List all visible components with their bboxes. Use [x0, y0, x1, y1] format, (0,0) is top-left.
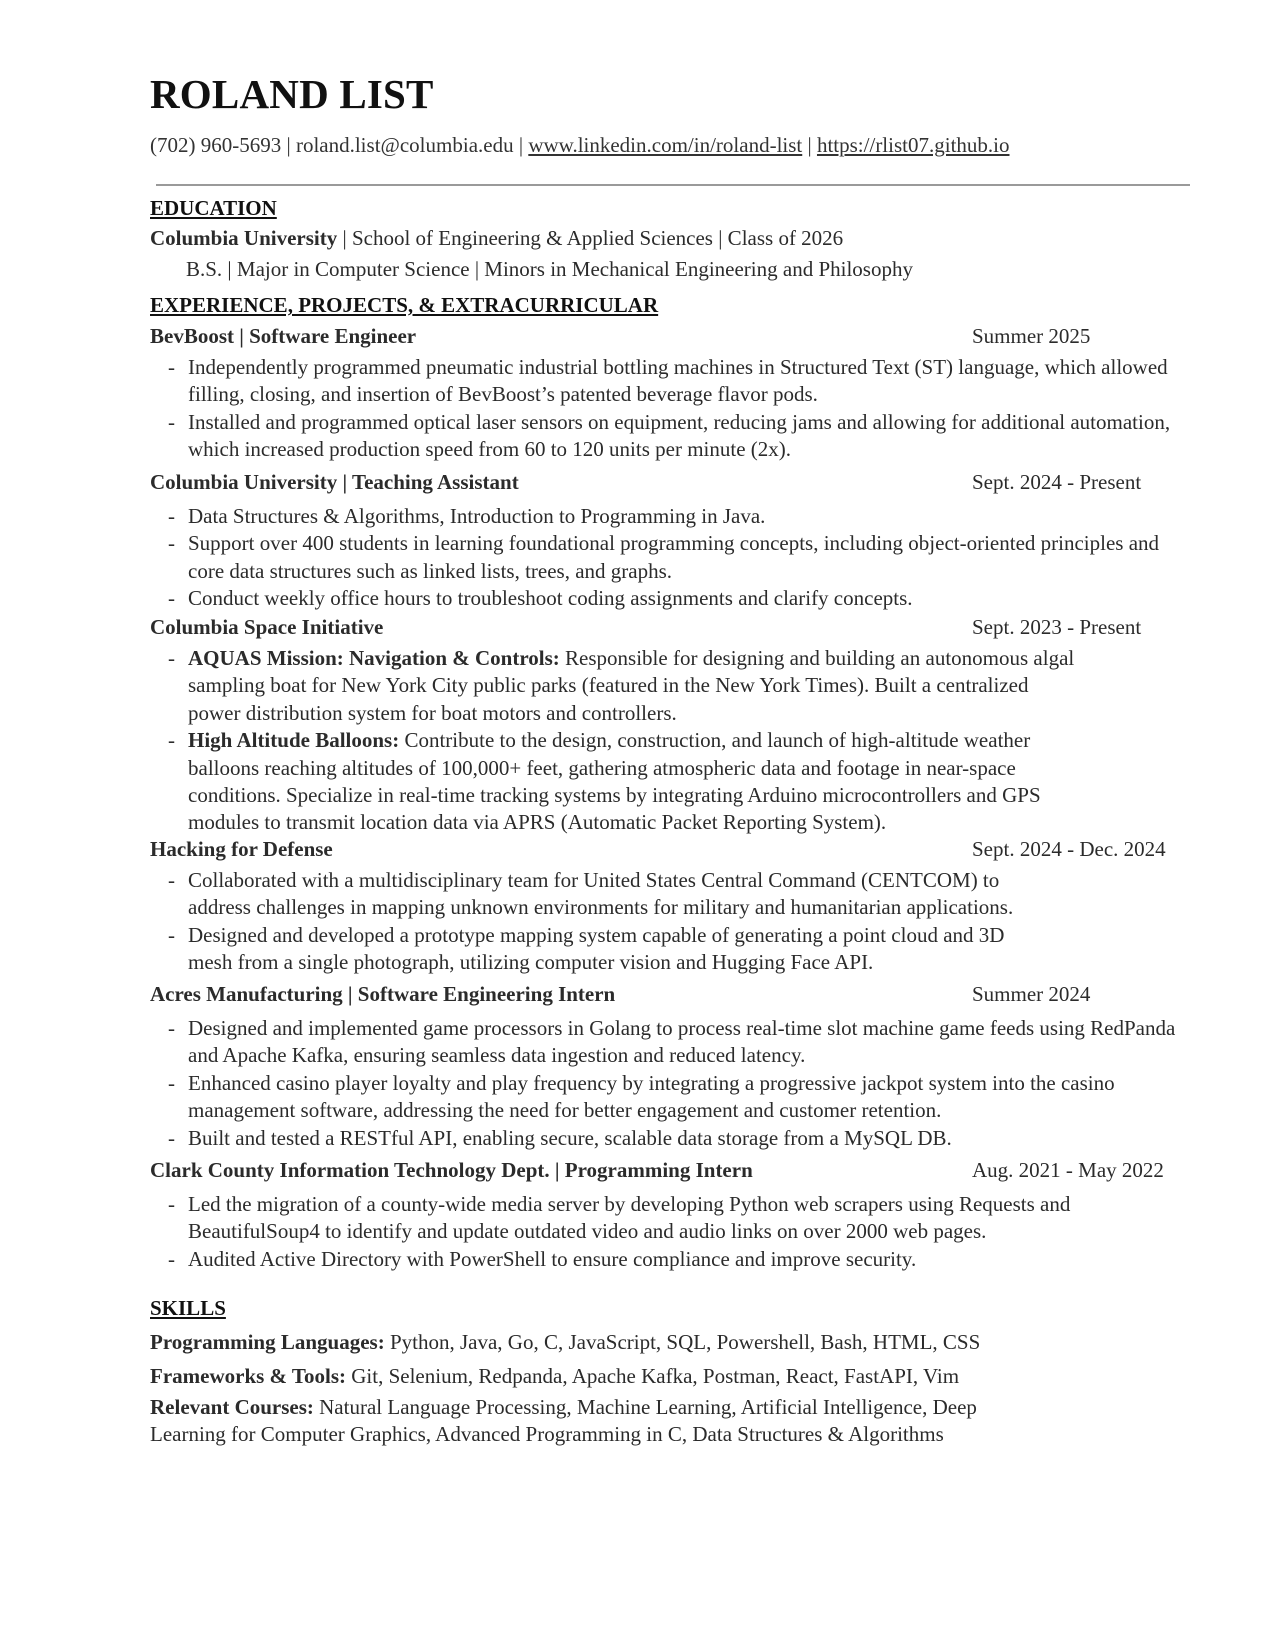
section-title-education: EDUCATION: [150, 196, 277, 220]
website-link[interactable]: https://rlist07.github.io: [816, 133, 1010, 157]
bullet-item: - Support over 400 students in learning foundational programming concepts, including object-oriented principles and core data structures such as linked lists, trees, and graphs.: [150, 530, 1200, 585]
skill-label: Frameworks & Tools:: [150, 1364, 346, 1388]
skill-label: Programming Languages:: [150, 1330, 385, 1354]
resume-page: [150, 70, 1190, 1446]
separator: |: [513, 133, 529, 157]
section-title-experience: EXPERIENCE, PROJECTS, & EXTRACURRICULAR: [150, 293, 659, 317]
bullet-item: - Built and tested a RESTful API, enabling secure, scalable data storage from a MySQL DB.: [150, 1125, 1210, 1152]
bullet-item: - Installed and programmed optical laser sensors on equipment, reducing jams and allowing for additional automation, which increased production speed from 60 to 120 units per minute (2x).: [150, 409, 1200, 464]
skill-courses: [150, 1394, 1030, 1448]
entry-date: Sept. 2024 - Dec. 2024: [972, 837, 1166, 861]
bullet-lead: AQUAS Mission: Navigation & Controls:: [188, 646, 560, 670]
skill-label: Relevant Courses:: [150, 1395, 314, 1419]
entry-date: Sept. 2024 - Present: [972, 470, 1142, 494]
entry-date: Summer 2024: [972, 982, 1091, 1006]
bullet-text: Contribute to the design, construction, and launch of high-altitude weather balloons reaching altitudes of 100,000+ feet, gathering atmospheric data and footage in near-space conditions. Specialize in real-time tracking systems by integrating Arduino microcontrollers and GPS modules to transmit location data via APRS (Automatic Packet Reporting System).: [188, 728, 1041, 835]
entry-bullets: [150, 645, 1080, 837]
separator: |: [802, 133, 817, 157]
skill-value: Git, Selenium, Redpanda, Apache Kafka, Postman, React, FastAPI, Vim: [346, 1364, 960, 1388]
skill-value: Natural Language Processing, Machine Learning, Artificial Intelligence, Deep Learning for Computer Graphics, Advanced Programming in C, Data Structures & Algorithms: [150, 1395, 977, 1446]
entry-org: BevBoost | Software Engineer: [150, 324, 417, 348]
entry-bullets: [150, 867, 1050, 977]
entry-date: Aug. 2021 - May 2022: [972, 1158, 1164, 1182]
entry-heading: [150, 981, 1190, 1008]
education-degree: B.S. | Major in Computer Science | Minors in Mechanical Engineering and Philosophy: [186, 257, 913, 281]
bullet-item: - Collaborated with a multidisciplinary team for United States Central Command (CENTCOM) to address challenges in mapping unknown environments for military and humanitarian applications.: [150, 867, 1050, 922]
skill-languages: [150, 1329, 1190, 1356]
bullet-item: - Designed and implemented game processors in Golang to process real-time slot machine game feeds using RedPanda and Apache Kafka, ensuring seamless data ingestion and reduced latency.: [150, 1015, 1210, 1070]
bullet-item: - Audited Active Directory with PowerShell to ensure compliance and improve security.: [150, 1246, 1200, 1273]
bullet-item: - Conduct weekly office hours to troubleshoot coding assignments and clarify concepts.: [150, 585, 1200, 612]
bullet-text: Responsible for designing and building an autonomous algal sampling boat for New York City public parks (featured in the New York Times). Built a centralized power distribution system for boat motors and controllers.: [188, 646, 1075, 725]
phone-number: (702) 960-5693: [150, 133, 282, 157]
bullet-item: - Designed and developed a prototype mapping system capable of generating a point cloud and 3D mesh from a single photograph, utilizing computer vision and Hugging Face API.: [150, 922, 1050, 977]
entry-date: Sept. 2023 - Present: [972, 615, 1142, 639]
entry-heading: [150, 836, 1190, 863]
section-title-skills: SKILLS: [150, 1296, 226, 1320]
education-school-line: [150, 225, 843, 252]
entry-date: Summer 2025: [972, 324, 1091, 348]
bullet-item: - Independently programmed pneumatic industrial bottling machines in Structured Text (ST) language, which allowed filling, closing, and insertion of BevBoost’s patented beverage flavor pods.: [150, 354, 1200, 409]
email-address: roland.list@columbia.edu: [295, 133, 514, 157]
entry-org: Hacking for Defense: [150, 837, 333, 861]
bullet-item: [150, 645, 1080, 727]
contact-line: [150, 132, 1190, 158]
bullet-item: - Led the migration of a county-wide media server by developing Python web scrapers using Requests and BeautifulSoup4 to identify and update outdated video and audio links on over 2000 web pages.: [150, 1191, 1200, 1246]
entry-bullets: [150, 1015, 1210, 1152]
linkedin-link[interactable]: www.linkedin.com/in/roland-list: [528, 133, 803, 157]
header-divider: [156, 184, 1190, 186]
bullet-item: - Enhanced casino player loyalty and play frequency by integrating a progressive jackpot system into the casino management software, addressing the need for better engagement and customer retention.: [150, 1070, 1210, 1125]
entry-heading: [150, 469, 1190, 496]
entry-org: Clark County Information Technology Dept. | Programming Intern: [150, 1158, 753, 1182]
entry-org: Columbia Space Initiative: [150, 615, 384, 639]
entry-org: Acres Manufacturing | Software Engineering Intern: [150, 982, 616, 1006]
entry-bullets: [150, 354, 1200, 464]
bullet-item: - Data Structures & Algorithms, Introduction to Programming in Java.: [150, 503, 1200, 530]
entry-heading: [150, 1157, 1190, 1184]
bullet-lead: High Altitude Balloons:: [188, 728, 400, 753]
entry-bullets: [150, 1191, 1200, 1273]
skill-value: Python, Java, Go, C, JavaScript, SQL, Powershell, Bash, HTML, CSS: [384, 1330, 981, 1354]
entry-heading: [150, 614, 1190, 641]
candidate-name: ROLAND LIST: [150, 71, 434, 117]
separator: |: [281, 133, 296, 157]
bullet-item: [150, 727, 1080, 837]
entry-bullets: [150, 503, 1200, 613]
skill-frameworks: [150, 1363, 1190, 1390]
school-details: | School of Engineering & Applied Sciences | Class of 2026: [337, 226, 844, 250]
entry-heading: [150, 323, 1190, 350]
school-name: Columbia University: [150, 226, 338, 250]
entry-org: Columbia University | Teaching Assistant: [150, 470, 519, 494]
